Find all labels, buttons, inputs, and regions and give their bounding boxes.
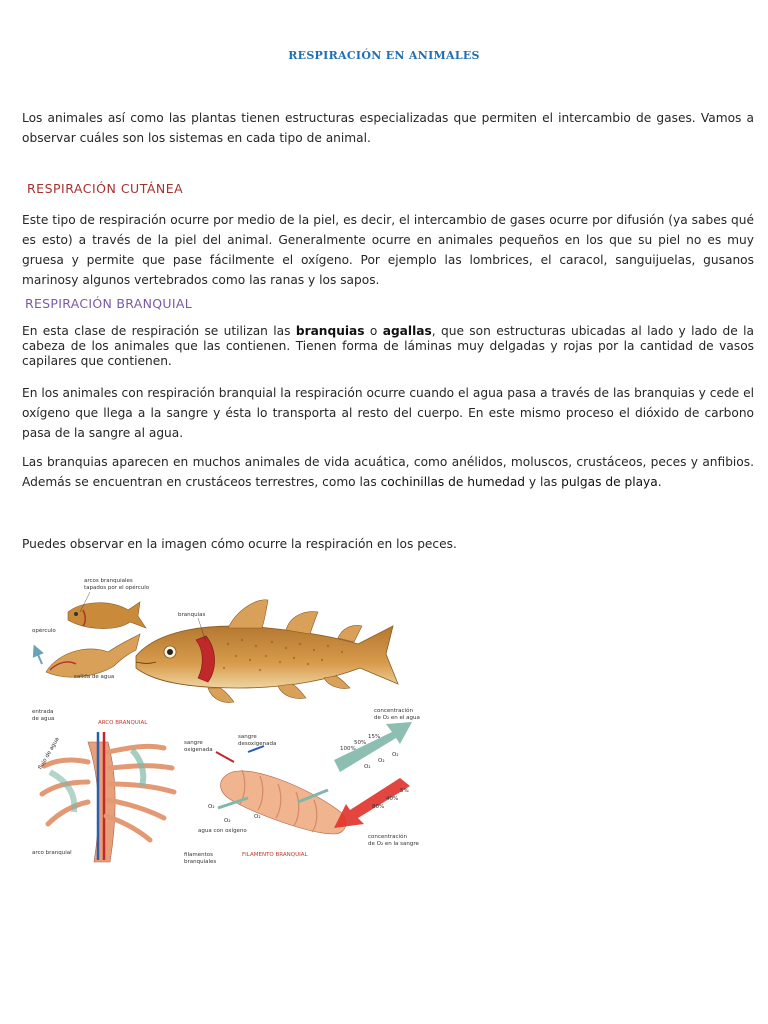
label-o2-a: O₂: [208, 804, 215, 810]
intro-paragraph: Los animales así como las plantas tienen estructuras especializadas que permiten el intercambio de gases. Vamos a observar cuáles son los sistemas en cada tipo de animal.: [22, 111, 754, 145]
fish-respiration-illustration: [28, 572, 438, 870]
label-pct-5: 5%: [400, 788, 409, 794]
label-arcos: arcos branquiales: [84, 578, 133, 584]
cutanea-paragraph: Este tipo de respiración ocurre por medio de la piel, es decir, el intercambio de gases ocurre por difusión (ya sabes qué es esto) a través de la piel del animal. Generalmente ocurre en animales pequeños en los que su piel no es muy gruesa y permite que pase fácilmente el oxígeno. Por ejemplo las lombrices, el caracol, sanguijuelas, gusanos marinosy algunos vertebrados como las ranas y los sapos.: [22, 213, 754, 287]
label-branquias: branquias: [178, 612, 206, 618]
label-pct-80: 80%: [372, 804, 385, 810]
label-arcos-2: tapados por el opérculo: [84, 585, 150, 591]
label-filamento-branquial-title: FILAMENTO BRANQUIAL: [242, 852, 308, 858]
page-title: RESPIRACIÓN EN ANIMALES: [288, 49, 480, 62]
label-salida: salida de agua: [74, 674, 115, 680]
term-branquias: branquias: [295, 324, 365, 338]
figure-intro-paragraph: Puedes observar en la imagen cómo ocurre la respiración en los peces.: [22, 537, 457, 551]
label-arco-branquial-title: ARCO BRANQUIAL: [98, 720, 148, 726]
text-run: , que son estructuras ubicadas al lado y lado de la cabeza de los animales que las contienen. Tienen forma de láminas muy delgadas y rojas por la cantidad de vasos capilares que contienen.: [22, 324, 754, 368]
term-pulgas: pulgas de playa: [561, 475, 658, 489]
term-agallas: agallas: [382, 324, 432, 338]
label-pct-100: 100%: [340, 746, 356, 752]
label-flujo: flujo de agua: [37, 736, 61, 771]
label-o2-c: O₂: [254, 814, 261, 820]
label-filamentos-2: branquiales: [184, 859, 217, 865]
label-concentracion-sangre: concentración: [368, 834, 407, 840]
text-run: En esta clase de respiración se utilizan las: [22, 324, 296, 338]
label-sangre-desox-2: desoxigenada: [238, 741, 277, 747]
text-run: y las: [525, 475, 562, 489]
label-filamentos: filamentos: [184, 852, 213, 858]
label-o2-b: O₂: [224, 818, 231, 824]
label-concentracion-agua-2: de O₂ en el agua: [374, 715, 420, 721]
label-entrada-2: de agua: [32, 716, 55, 722]
fish-respiration-figure: [28, 572, 438, 870]
branquial-paragraph-2: En los animales con respiración branquial la respiración ocurre cuando el agua pasa a través de las branquias y cede el oxígeno que llega a la sangre y ésta lo transporta al resto del cuerpo. En este mismo proceso el dióxido de carbono pasa de la sangre al agua.: [22, 386, 754, 440]
section-heading-branquial: RESPIRACIÓN BRANQUIAL: [25, 296, 192, 311]
label-o2-d: O₂: [364, 764, 371, 770]
label-o2-f: O₂: [392, 752, 399, 758]
label-o2-e: O₂: [378, 758, 385, 764]
label-concentracion-sangre-2: de O₂ en la sangre: [368, 841, 419, 847]
label-pct-15: 15%: [368, 734, 381, 740]
label-concentracion-agua: concentración: [374, 708, 413, 714]
label-operculo: opérculo: [32, 628, 56, 634]
branquial-paragraph-3: [22, 452, 754, 492]
text-run: Las branquias aparecen en muchos animales de vida acuática, como anélidos, moluscos, crustáceos, peces y anfibios. Además se encuentran en crustáceos terrestres, como las: [22, 455, 754, 489]
label-sangre-desox: sangre: [238, 734, 257, 740]
label-entrada: entrada: [32, 709, 54, 715]
label-sangre-ox-2: oxigenada: [184, 747, 213, 753]
label-pct-40: 40%: [386, 796, 399, 802]
label-sangre-ox: sangre: [184, 740, 203, 746]
term-cochinillas: cochinillas de humedad: [380, 475, 526, 489]
label-agua-oxigeno: agua con oxígeno: [198, 828, 247, 834]
label-pct-50: 50%: [354, 740, 367, 746]
text-run: o: [364, 324, 383, 338]
label-arco: arco branquial: [32, 850, 72, 856]
text-run: .: [657, 475, 662, 489]
section-heading-cutanea: RESPIRACIÓN CUTÁNEA: [27, 181, 184, 196]
branquial-paragraph-1: [22, 324, 754, 369]
